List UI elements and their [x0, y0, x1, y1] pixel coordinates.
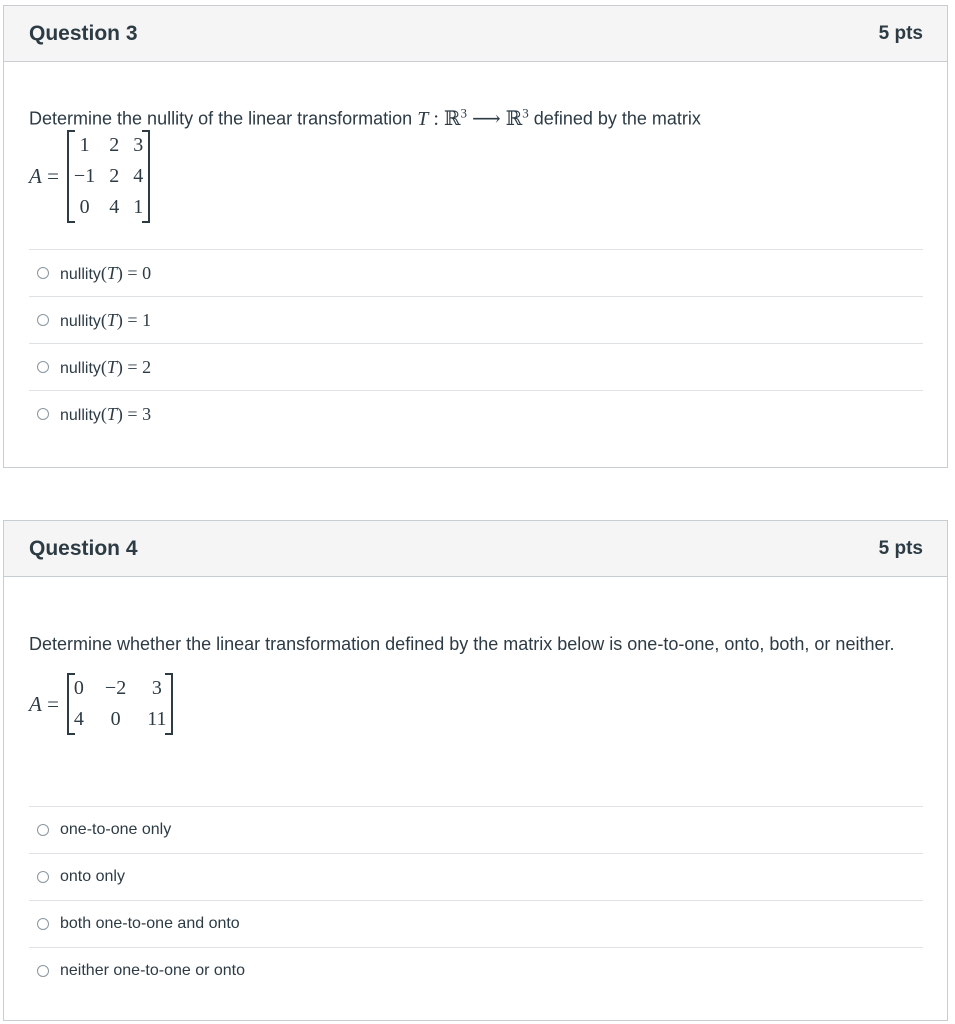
matrix-a — [67, 673, 174, 735]
math-arrow: ⟶ — [467, 107, 506, 130]
question-3-matrix-row — [29, 130, 923, 223]
radio-button[interactable] — [37, 965, 49, 977]
answer-label: one-to-one only — [60, 821, 172, 838]
left-bracket — [67, 673, 75, 735]
math-exp-codomain: 3 — [522, 105, 529, 120]
math-exp-domain: 3 — [460, 105, 467, 120]
answer-option[interactable] — [29, 249, 923, 296]
matrix-cell: 1 — [79, 133, 90, 156]
question-3-title: Question 3 — [29, 21, 138, 45]
matrix-cell: 2 — [109, 133, 120, 156]
answer-option[interactable] — [29, 343, 923, 390]
math-r-codomain: ℝ — [505, 107, 523, 130]
answer-label: both one-to-one and onto — [60, 915, 240, 932]
answer-prefix: nullity — [60, 359, 101, 377]
matrix-row — [67, 130, 150, 161]
right-bracket — [165, 673, 173, 735]
matrix-a — [67, 130, 150, 223]
radio-button[interactable] — [37, 267, 49, 279]
question-4-title: Question 4 — [29, 536, 138, 560]
radio-button[interactable] — [37, 918, 49, 930]
answer-var: T — [106, 403, 117, 424]
answer-open: ( — [100, 403, 107, 424]
question-3-header — [4, 6, 947, 62]
question-4-answers — [29, 806, 923, 994]
matrix-row — [67, 192, 150, 223]
answer-open: ( — [100, 356, 107, 377]
matrix-cell: 0 — [73, 677, 84, 699]
matrix-lhs — [29, 692, 59, 717]
question-3-text — [29, 62, 923, 134]
matrix-cell: 4 — [109, 195, 120, 218]
question-3-answers — [29, 249, 923, 437]
answer-var: T — [106, 262, 117, 283]
answer-var: T — [106, 309, 117, 330]
right-bracket — [142, 130, 150, 223]
question-4-body — [4, 577, 947, 735]
question-3-text-after: defined by the matrix — [528, 108, 701, 129]
question-3-card — [3, 5, 948, 468]
answer-option[interactable] — [29, 947, 923, 994]
answer-value: 0 — [142, 262, 152, 283]
answer-option[interactable] — [29, 296, 923, 343]
radio-button[interactable] — [37, 361, 49, 373]
matrix-cell: −1 — [73, 164, 96, 187]
answer-var: T — [106, 356, 117, 377]
matrix-cell: −2 — [104, 677, 127, 699]
answer-label: neither one-to-one or onto — [60, 962, 246, 979]
matrix-row — [67, 673, 174, 704]
radio-button[interactable] — [37, 871, 49, 883]
matrix-equals: = — [41, 163, 59, 188]
matrix-cell: 4 — [73, 708, 84, 730]
answer-option[interactable] — [29, 900, 923, 947]
radio-button[interactable] — [37, 314, 49, 326]
matrix-name: A — [29, 691, 42, 716]
answer-value: 3 — [142, 403, 152, 424]
question-4-points: 5 pts — [878, 537, 923, 559]
matrix-name: A — [29, 163, 42, 188]
question-4-card — [3, 520, 948, 1021]
matrix-cell: 11 — [147, 708, 167, 730]
answer-open: ( — [100, 262, 107, 283]
matrix-table — [67, 130, 150, 223]
answer-prefix: nullity — [60, 406, 101, 424]
question-3-points: 5 pts — [878, 22, 923, 44]
question-4-text: Determine whether the linear transformation defined by the matrix below is one-to-one, onto, both, or neither. — [29, 634, 895, 654]
answer-close: ) = — [116, 403, 143, 424]
answer-open: ( — [100, 309, 107, 330]
math-r-domain: ℝ — [443, 107, 461, 130]
answer-label: onto only — [60, 868, 125, 885]
matrix-cell: 4 — [133, 164, 144, 187]
answer-label — [60, 357, 151, 378]
answer-value: 2 — [142, 356, 152, 377]
left-bracket — [67, 130, 75, 223]
matrix-lhs — [29, 164, 59, 189]
answer-close: ) = — [116, 262, 143, 283]
matrix-table — [67, 673, 174, 735]
answer-label — [60, 310, 151, 331]
question-3-text-before: Determine the nullity of the linear transformation — [29, 108, 418, 129]
matrix-cell: 0 — [79, 195, 90, 218]
matrix-cell: 3 — [151, 677, 162, 699]
radio-button[interactable] — [37, 824, 49, 836]
matrix-equals: = — [41, 691, 59, 716]
math-t: T — [417, 107, 429, 130]
matrix-cell: 0 — [110, 708, 121, 730]
matrix-cell: 3 — [133, 133, 144, 156]
answer-close: ) = — [116, 309, 143, 330]
matrix-cell: 1 — [133, 195, 144, 218]
question-3-body — [4, 62, 947, 223]
answer-close: ) = — [116, 356, 143, 377]
radio-button[interactable] — [37, 408, 49, 420]
answer-option[interactable] — [29, 806, 923, 853]
question-4-matrix-row — [29, 673, 923, 735]
answer-option[interactable] — [29, 390, 923, 437]
matrix-cell: 2 — [109, 164, 120, 187]
answer-value: 1 — [142, 309, 152, 330]
question-4-header — [4, 521, 947, 577]
answer-label — [60, 263, 151, 284]
answer-label — [60, 404, 151, 425]
answer-prefix: nullity — [60, 312, 101, 330]
math-colon: : — [428, 107, 444, 130]
answer-option[interactable] — [29, 853, 923, 900]
matrix-row — [67, 704, 174, 735]
answer-prefix: nullity — [60, 265, 101, 283]
matrix-row — [67, 161, 150, 192]
